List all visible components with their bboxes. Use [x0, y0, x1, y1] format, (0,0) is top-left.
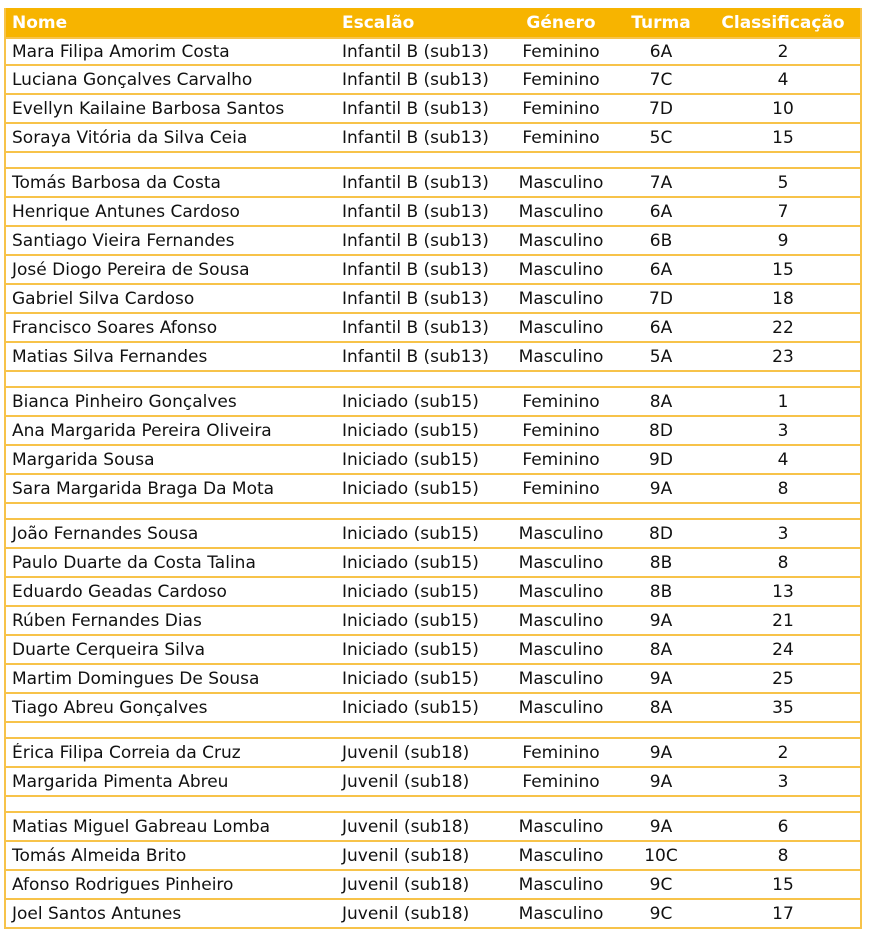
cell-nome: Martim Domingues De Sousa [12, 668, 260, 689]
cell-escalao: Iniciado (sub15) [342, 478, 479, 499]
cell-genero: Masculino [518, 610, 604, 631]
table-row [6, 549, 860, 578]
header-nome: Nome [12, 12, 68, 33]
cell-genero: Masculino [518, 523, 604, 544]
table-row [6, 520, 860, 549]
table-row [6, 256, 860, 285]
cell-genero: Masculino [518, 581, 604, 602]
cell-escalao: Iniciado (sub15) [342, 449, 479, 470]
cell-nome: Soraya Vitória da Silva Ceia [12, 127, 248, 148]
table-row [6, 446, 860, 475]
cell-genero: Feminino [522, 69, 600, 90]
cell-escalao: Iniciado (sub15) [342, 552, 479, 573]
cell-turma: 8A [649, 639, 673, 660]
table-row [6, 475, 860, 504]
cell-genero: Masculino [518, 697, 604, 718]
cell-nome: Afonso Rodrigues Pinheiro [12, 874, 234, 895]
cell-genero: Masculino [518, 230, 604, 251]
cell-turma: 7A [649, 172, 673, 193]
cell-turma: 8D [649, 420, 673, 441]
cell-genero: Feminino [522, 127, 600, 148]
cell-escalao: Iniciado (sub15) [342, 610, 479, 631]
table-row [6, 37, 860, 66]
cell-genero: Feminino [522, 98, 600, 119]
table-row [6, 607, 860, 636]
table-row [6, 343, 860, 372]
cell-escalao: Infantil B (sub13) [342, 41, 489, 62]
cell-turma: 6B [649, 230, 673, 251]
cell-escalao: Infantil B (sub13) [342, 346, 489, 367]
cell-classificacao: 2 [777, 742, 789, 763]
cell-escalao: Iniciado (sub15) [342, 391, 479, 412]
cell-genero: Feminino [522, 41, 600, 62]
cell-classificacao: 25 [772, 668, 794, 689]
table-row [6, 842, 860, 871]
cell-classificacao: 22 [772, 317, 794, 338]
cell-turma: 9A [649, 742, 673, 763]
cell-genero: Masculino [518, 845, 604, 866]
table-row [6, 417, 860, 446]
cell-nome: Tomás Almeida Brito [12, 845, 187, 866]
cell-classificacao: 3 [777, 420, 789, 441]
cell-nome: Francisco Soares Afonso [12, 317, 218, 338]
cell-nome: Bianca Pinheiro Gonçalves [12, 391, 237, 412]
cell-escalao: Infantil B (sub13) [342, 288, 489, 309]
cell-nome: João Fernandes Sousa [12, 523, 199, 544]
cell-turma: 6A [649, 259, 673, 280]
cell-escalao: Juvenil (sub18) [342, 771, 470, 792]
table-row [6, 66, 860, 95]
table-row [6, 636, 860, 665]
cell-turma: 8A [649, 697, 673, 718]
cell-classificacao: 9 [777, 230, 789, 251]
cell-turma: 6A [649, 317, 673, 338]
table-row [6, 124, 860, 153]
cell-genero: Feminino [522, 420, 600, 441]
cell-classificacao: 35 [772, 697, 794, 718]
cell-turma: 9C [649, 903, 673, 924]
table-row [6, 169, 860, 198]
cell-genero: Feminino [522, 742, 600, 763]
cell-escalao: Iniciado (sub15) [342, 581, 479, 602]
cell-turma: 9A [649, 816, 673, 837]
cell-classificacao: 8 [777, 845, 789, 866]
cell-escalao: Infantil B (sub13) [342, 317, 489, 338]
cell-classificacao: 8 [777, 478, 789, 499]
group-separator [6, 372, 860, 388]
cell-escalao: Infantil B (sub13) [342, 98, 489, 119]
cell-turma: 7D [649, 288, 673, 309]
cell-classificacao: 15 [772, 259, 794, 280]
cell-classificacao: 21 [772, 610, 794, 631]
cell-escalao: Infantil B (sub13) [342, 201, 489, 222]
cell-nome: Érica Filipa Correia da Cruz [12, 742, 241, 763]
table-row [6, 871, 860, 900]
cell-nome: Santiago Vieira Fernandes [12, 230, 235, 251]
cell-nome: Tiago Abreu Gonçalves [12, 697, 208, 718]
table-row [6, 768, 860, 797]
cell-escalao: Infantil B (sub13) [342, 69, 489, 90]
cell-escalao: Infantil B (sub13) [342, 127, 489, 148]
cell-genero: Masculino [518, 288, 604, 309]
cell-turma: 9A [649, 478, 673, 499]
table-row [6, 314, 860, 343]
cell-turma: 8B [649, 552, 673, 573]
table-row [6, 739, 860, 768]
cell-escalao: Juvenil (sub18) [342, 816, 470, 837]
cell-turma: 5C [649, 127, 673, 148]
cell-genero: Masculino [518, 874, 604, 895]
cell-turma: 9C [649, 874, 673, 895]
cell-genero: Feminino [522, 478, 600, 499]
cell-genero: Masculino [518, 816, 604, 837]
table-row [6, 95, 860, 124]
cell-genero: Masculino [518, 903, 604, 924]
cell-classificacao: 24 [772, 639, 794, 660]
cell-turma: 7C [649, 69, 673, 90]
cell-classificacao: 5 [777, 172, 789, 193]
cell-nome: Matias Silva Fernandes [12, 346, 208, 367]
group-separator [6, 723, 860, 739]
cell-classificacao: 8 [777, 552, 789, 573]
cell-classificacao: 13 [772, 581, 794, 602]
cell-classificacao: 4 [777, 69, 789, 90]
cell-escalao: Iniciado (sub15) [342, 697, 479, 718]
cell-nome: Margarida Sousa [12, 449, 155, 470]
cell-nome: Eduardo Geadas Cardoso [12, 581, 227, 602]
cell-nome: Gabriel Silva Cardoso [12, 288, 195, 309]
cell-nome: Luciana Gonçalves Carvalho [12, 69, 253, 90]
cell-escalao: Iniciado (sub15) [342, 420, 479, 441]
group-separator [6, 153, 860, 169]
cell-classificacao: 17 [772, 903, 794, 924]
cell-genero: Feminino [522, 449, 600, 470]
table-header [6, 8, 860, 37]
cell-classificacao: 7 [777, 201, 789, 222]
cell-nome: Matias Miguel Gabreau Lomba [12, 816, 271, 837]
cell-nome: José Diogo Pereira de Sousa [12, 259, 250, 280]
cell-nome: Duarte Cerqueira Silva [12, 639, 206, 660]
table-row [6, 813, 860, 842]
cell-nome: Sara Margarida Braga Da Mota [12, 478, 275, 499]
cell-nome: Mara Filipa Amorim Costa [12, 41, 230, 62]
cell-turma: 9A [649, 610, 673, 631]
cell-classificacao: 2 [777, 41, 789, 62]
classification-table [4, 8, 862, 929]
cell-turma: 5A [649, 346, 673, 367]
cell-genero: Masculino [518, 346, 604, 367]
cell-genero: Feminino [522, 391, 600, 412]
cell-classificacao: 1 [777, 391, 789, 412]
header-classificacao: Classificação [721, 12, 845, 33]
cell-turma: 7D [649, 98, 673, 119]
cell-classificacao: 3 [777, 523, 789, 544]
cell-turma: 10C [644, 845, 678, 866]
cell-genero: Masculino [518, 259, 604, 280]
cell-classificacao: 15 [772, 874, 794, 895]
cell-escalao: Juvenil (sub18) [342, 845, 470, 866]
cell-turma: 6A [649, 41, 673, 62]
group-separator [6, 797, 860, 813]
table-body [6, 37, 860, 929]
cell-nome: Evellyn Kailaine Barbosa Santos [12, 98, 285, 119]
header-turma: Turma [631, 12, 691, 33]
table-row [6, 285, 860, 314]
cell-classificacao: 18 [772, 288, 794, 309]
cell-escalao: Infantil B (sub13) [342, 172, 489, 193]
cell-escalao: Iniciado (sub15) [342, 668, 479, 689]
header-escalao: Escalão [342, 12, 415, 33]
cell-turma: 9A [649, 771, 673, 792]
cell-genero: Masculino [518, 552, 604, 573]
cell-genero: Masculino [518, 201, 604, 222]
cell-nome: Ana Margarida Pereira Oliveira [12, 420, 272, 441]
cell-turma: 8B [649, 581, 673, 602]
table-row [6, 227, 860, 256]
cell-escalao: Juvenil (sub18) [342, 903, 470, 924]
cell-nome: Joel Santos Antunes [12, 903, 182, 924]
cell-turma: 6A [649, 201, 673, 222]
cell-turma: 9A [649, 668, 673, 689]
cell-escalao: Juvenil (sub18) [342, 874, 470, 895]
cell-escalao: Infantil B (sub13) [342, 259, 489, 280]
cell-genero: Masculino [518, 668, 604, 689]
cell-escalao: Iniciado (sub15) [342, 639, 479, 660]
cell-classificacao: 3 [777, 771, 789, 792]
cell-genero: Masculino [518, 172, 604, 193]
cell-classificacao: 10 [772, 98, 794, 119]
cell-genero: Feminino [522, 771, 600, 792]
cell-classificacao: 15 [772, 127, 794, 148]
cell-nome: Henrique Antunes Cardoso [12, 201, 240, 222]
cell-nome: Paulo Duarte da Costa Talina [12, 552, 256, 573]
table-row [6, 694, 860, 723]
table-row [6, 198, 860, 227]
table-row [6, 578, 860, 607]
table-row [6, 388, 860, 417]
group-separator [6, 504, 860, 520]
cell-turma: 8A [649, 391, 673, 412]
cell-classificacao: 4 [777, 449, 789, 470]
header-genero: Género [526, 12, 596, 33]
cell-turma: 9D [649, 449, 673, 470]
cell-escalao: Iniciado (sub15) [342, 523, 479, 544]
cell-classificacao: 6 [777, 816, 789, 837]
cell-turma: 8D [649, 523, 673, 544]
cell-nome: Tomás Barbosa da Costa [12, 172, 221, 193]
table-row [6, 665, 860, 694]
cell-genero: Masculino [518, 317, 604, 338]
cell-classificacao: 23 [772, 346, 794, 367]
cell-nome: Rúben Fernandes Dias [12, 610, 202, 631]
table-row [6, 900, 860, 929]
cell-genero: Masculino [518, 639, 604, 660]
cell-nome: Margarida Pimenta Abreu [12, 771, 229, 792]
cell-escalao: Juvenil (sub18) [342, 742, 470, 763]
cell-escalao: Infantil B (sub13) [342, 230, 489, 251]
